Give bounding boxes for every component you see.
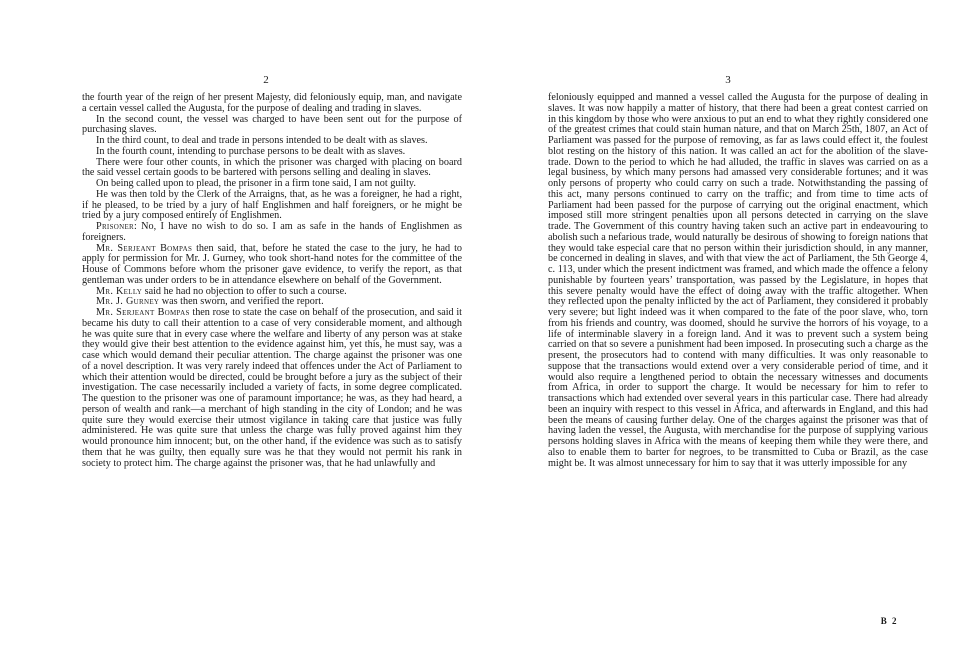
signature-mark: B 2 xyxy=(880,616,898,626)
paragraph: Mr. Serjeant Bompas then rose to state the case on behalf of the prosecution, and said it became his duty to call their attention to a case of very considerable moment, and although he was quite sure that in every case where the welfare and liberty of any person was at stake they would give their best attention to the evidence against him, yet this, he must say, was a case which would demand their peculiar attention. The charge against the prisoner was one of a novel description. It was very rarely indeed that offences under the Act of Parliament to which their attention would be directed, could be brought before a jury as the subject of their investigation. The case necessarily included a variety of facts, in some degree complicated. The question to the prisoner was one of paramount importance; he was, as they had heard, a person of wealth and rank—a merchant of high standing in the city of London; and he was quite sure they would exercise their utmost vigilance in taking care that justice was fully administered. He was quite sure that unless the charge was fully proved against him they would pronounce him innocent; but, on the other hand, if the evidence was such as to satisfy them that he was guilty, then equally sure was he that they would not permit his rank in society to protect him. The charge against the prisoner was, that he had unlawfully and xyxy=(82,307,462,469)
paragraph: There were four other counts, in which the prisoner was charged with placing on board the said vessel certain goods to be bartered with persons selling and dealing in slaves. xyxy=(82,156,462,179)
paragraph: Mr. J. Gurney was then sworn, and verified the report. xyxy=(96,296,324,308)
paragraph: He was then told by the Clerk of the Arraigns, that, as he was a foreigner, he had a right, if he pleased, to be tried by a jury of half Englishmen and half foreigners, or he might be tried by a jury composed entirely of Englishmen. xyxy=(82,188,462,222)
paragraph: In the fourth count, intending to purchase persons to be dealt with as slaves. xyxy=(96,145,406,157)
paragraph: Mr. Kelly said he had no objection to offer to such a course. xyxy=(96,285,347,297)
speaker-name: Prisoner xyxy=(96,221,135,232)
paragraph: Mr. Serjeant Bompas then said, that, before he stated the case to the jury, he had to apply for permission for Mr. J. Gurney, who took short-hand notes for the committee of the House of Commons before whom the prisoner gave evidence, to verify the report, as that gentleman was under orders to be in attendance elsewhere on behalf of the Government. xyxy=(82,242,462,286)
left-page-body xyxy=(82,93,462,469)
paragraph: In the second count, the vessel was charged to have been sent out for the purpose of purchasing slaves. xyxy=(82,113,462,136)
paragraph: On being called upon to plead, the prisoner in a firm tone said, I am not guilty. xyxy=(96,178,416,189)
paragraph: feloniously equipped and manned a vessel called the Augusta for the purpose of dealing in slaves. It was now happily a matter of history, that there had been a great contest carried on in this kingdom by those who were anxious to put an end to what they rightly considered one of the greatest crimes that could stain human nature, and that on March 25th, 1807, an Act of Parliament was passed for the purpose of removing, as far as laws could effect it, the foulest blot resting on the history of this nation. It was called an act for the abolition of the slave-trade. Down to the period to which he had alluded, the traffic in slaves was carried on as a legal business, by which many persons had amassed very considerable fortunes; and it was only persons of property who could carry on such a trade. Notwithstanding the passing of this act, many persons continued to carry on the traffic; and from time to time acts of Parliament had been passed for the purpose of carrying out the original enactment, which imposed still more stringent penalties upon all persons detected in carrying on the slave trade. The Government of this country having taken such an active part in endeavouring to abolish such a nefarious trade, would naturally be desirous of showing to foreign nations that they would take especial care that no person within their jurisdiction should, in any manner, be concerned in dealing in slaves, and with that view the act of Parliament, the 5th George 4, c. 113, under which the present indictment was framed, and which made the offence a felony punishable by fourteen years’ transportation, was passed by the Legislature, in hopes that this severe penalty would have the effect of doing away with the traffic altogether. When they reflected upon the penalty inflicted by the act of Parliament, they considered it probably very severe; but light indeed was it when compared to the fate of the poor slave, who, torn from his friends and country, was doomed, should he survive the horrors of his voyage, to a life of interminable slavery in a foreign land. And it was to prevent such a system being carried on that so severe a punishment had been imposed. In prosecuting such a charge as the present, the prosecutors had to contend with many difficulties. It was only reasonable to suppose that the transactions would extend over a very considerable period of time, and it would also require a lengthened period to obtain the necessary witnesses and documents from Africa, in order to support the charge. It would be necessary for him to refer to transactions which had extended over several years in this particular case. There had already been an inquiry with respect to this vessel in Africa, and afterwards in England, and this had been the means of causing further delay. One of the charges against the prisoner was that of having laden the vessel, the Augusta, with merchandise for the purpose of supplying various persons holding slaves in Africa with the means of keeping them while they were there, and also to enable them to barter for negroes, to be transmitted to Cuba or Brazil, as the case might be. It was almost unnecessary for him to say that it was utterly impossible for any xyxy=(548,92,928,469)
speaker-name: Mr. Serjeant Bompas xyxy=(96,307,190,318)
paragraph: the fourth year of the reign of her present Majesty, did feloniously equip, man, and navigate a certain vessel called the Augusta, for the purpose of dealing and trading in slaves. xyxy=(82,92,462,114)
paragraph: In the third count, to deal and trade in persons intended to be dealt with as slaves. xyxy=(96,135,428,146)
right-page-body xyxy=(548,93,928,469)
speaker-name: Mr. Kelly xyxy=(96,285,143,297)
paragraph: Prisoner: No, I have no wish to do so. I am as safe in the hands of Englishmen as foreigners. xyxy=(82,221,462,243)
speaker-name: Mr. J. Gurney xyxy=(96,296,160,308)
speaker-name: Mr. Serjeant Bompas xyxy=(96,242,193,254)
page-number: 2 xyxy=(263,74,269,86)
page-number: 3 xyxy=(725,74,731,86)
